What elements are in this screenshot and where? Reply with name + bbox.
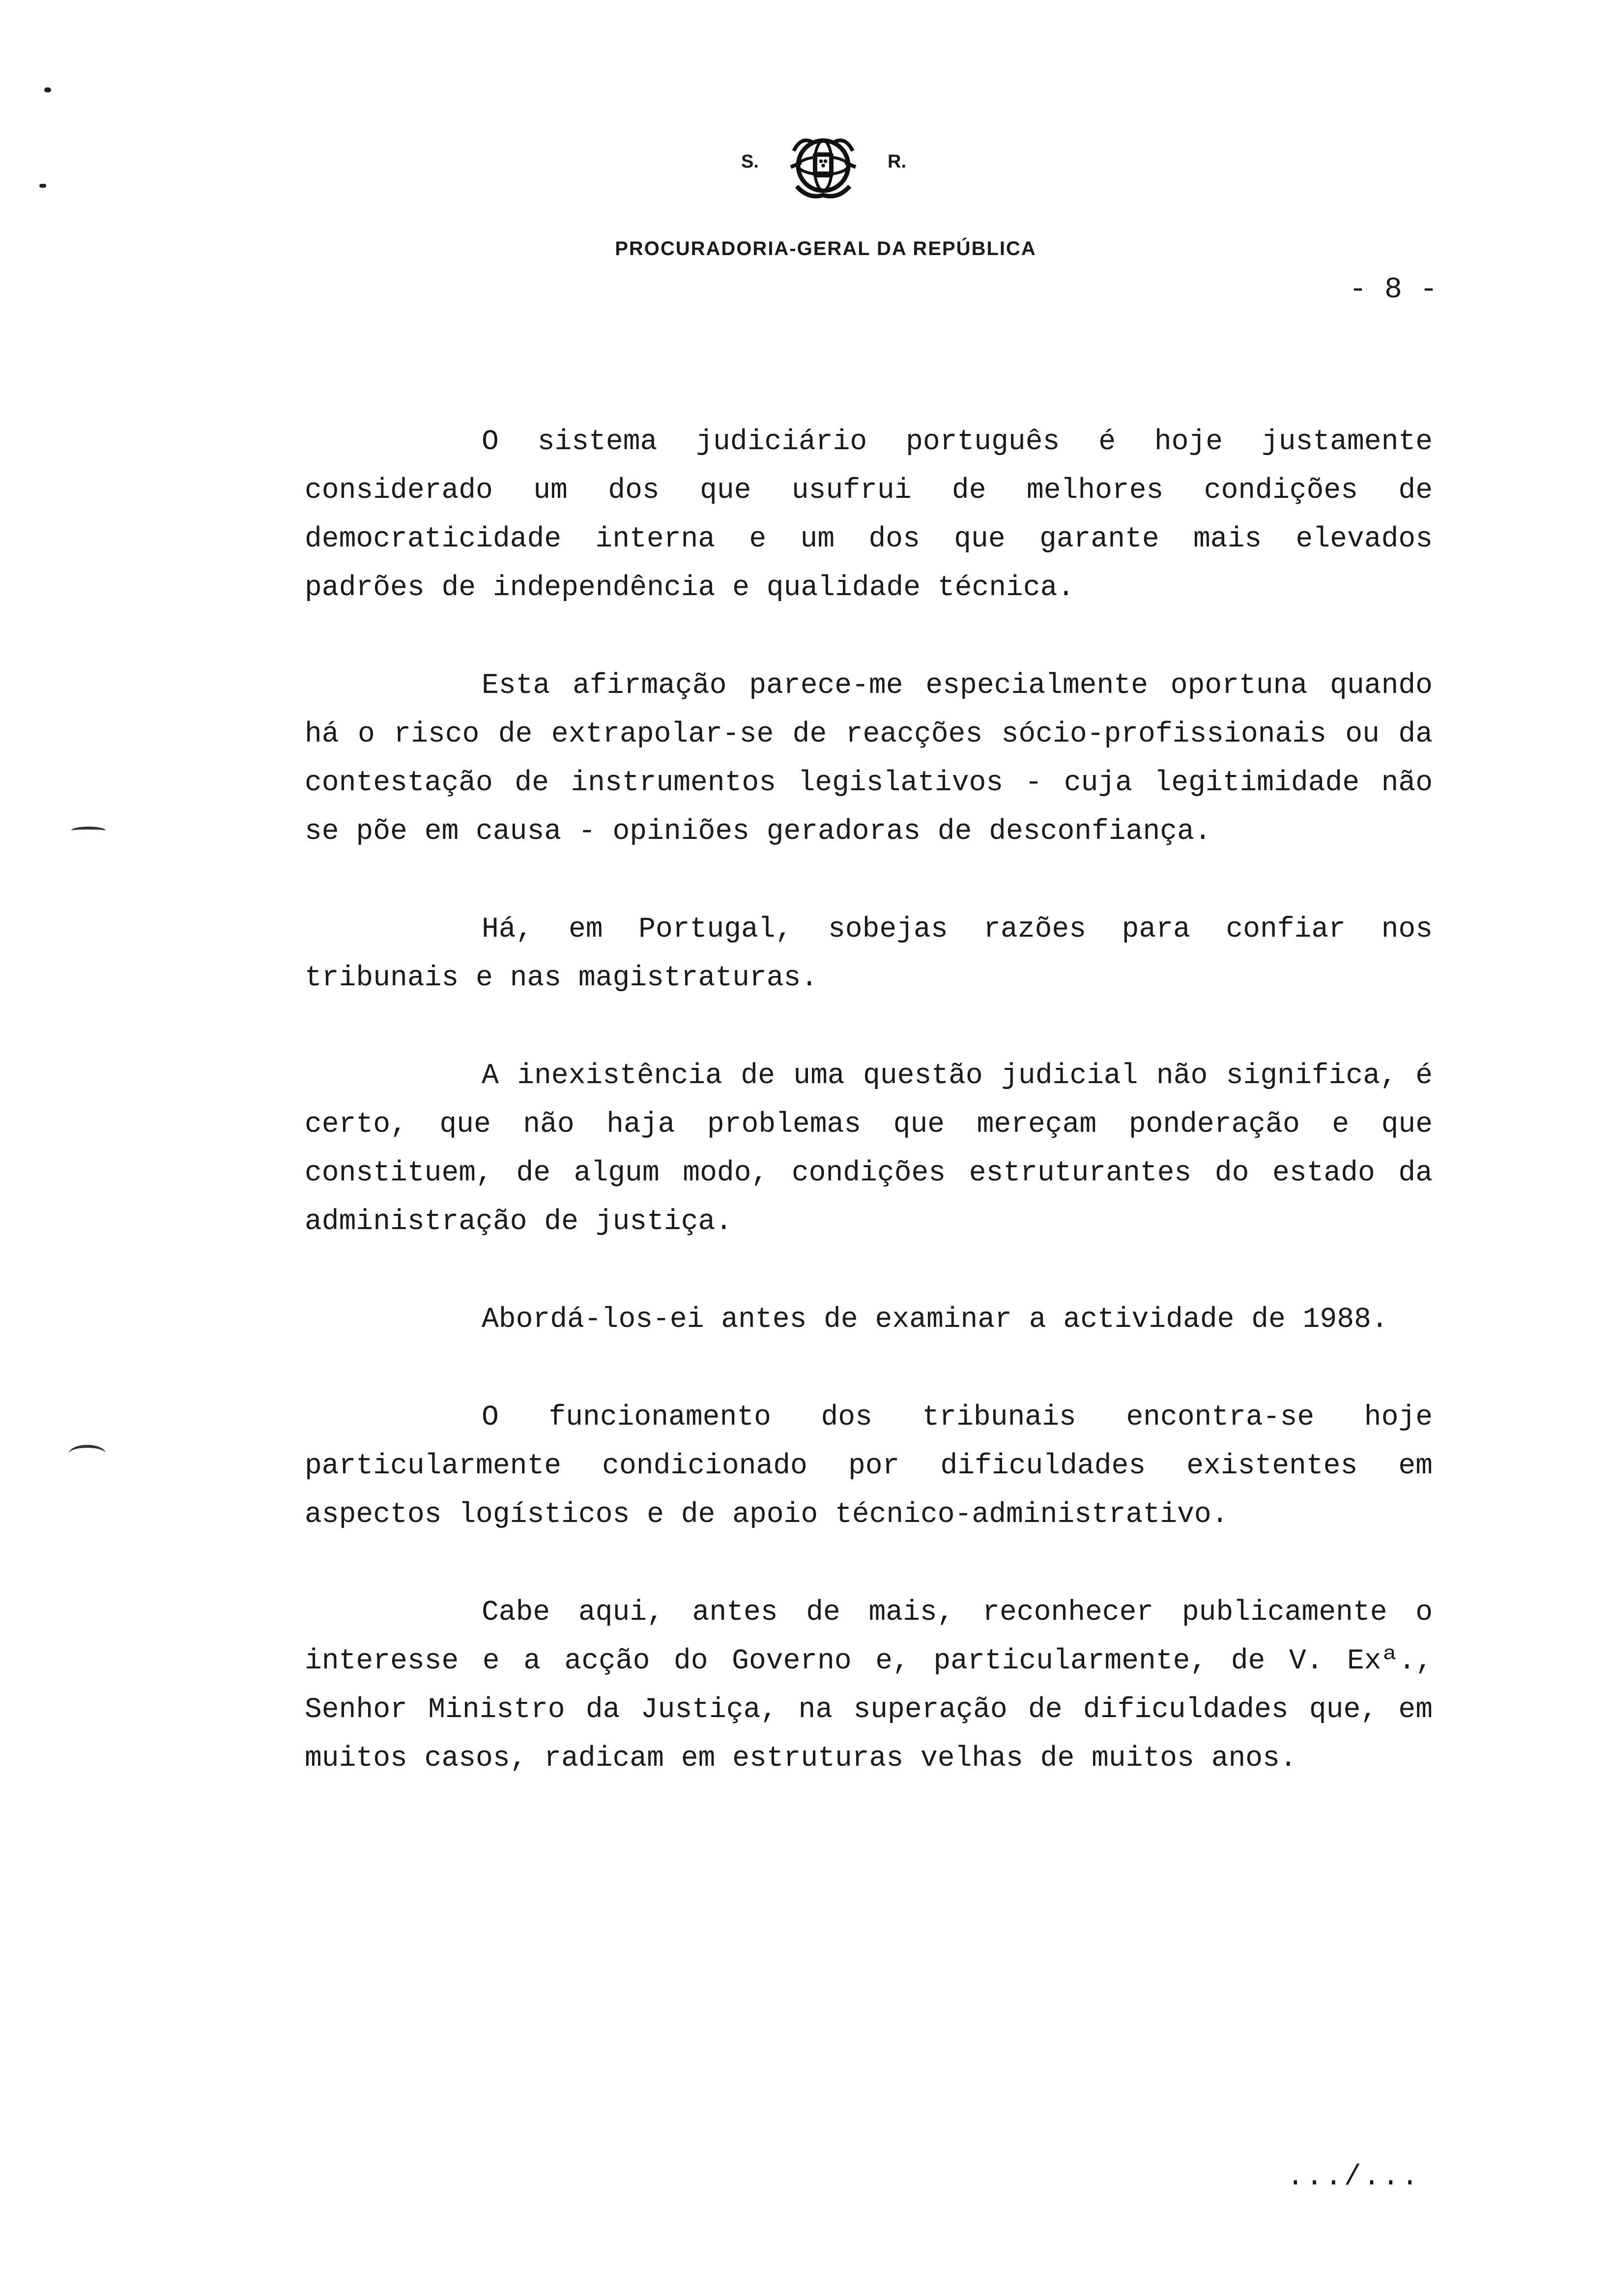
paragraph: A inexistência de uma questão judicial não significa, é certo, que não haja problemas que mereçam ponderação e que constituem, de algum modo, condições estruturantes do estado da administração de justiça. xyxy=(305,1060,1433,1238)
institution-name: PROCURADORIA-GERAL DA REPÚBLICA xyxy=(615,238,1036,259)
paragraph: O sistema judiciário português é hoje justamente considerado um dos que usufrui de melhores condições de democraticidade interna e um dos que garante mais elevados padrões de independência e qualidade técnica. xyxy=(305,426,1433,604)
page-number: - 8 - xyxy=(1349,273,1438,307)
scan-mark xyxy=(44,87,51,92)
paragraph: Cabe aqui, antes de mais, reconhecer publicamente o interesse e a acção do Governo e, particularmente, de V. Exª., Senhor Ministro da Justiça, na superação de dificuldades que, em muitos casos, radicam em estruturas velhas de muitos anos. xyxy=(305,1597,1433,1775)
coat-of-arms-icon xyxy=(786,129,860,202)
scan-mark xyxy=(71,827,106,834)
letterhead xyxy=(0,129,1612,207)
paragraph: Há, em Portugal, sobejas razões para confiar nos tribunais e nas magistraturas. xyxy=(305,914,1433,994)
paragraph: Abordá-los-ei antes de examinar a actividade de 1988. xyxy=(482,1304,1388,1336)
paragraph: Esta afirmação parece-me especialmente oportuna quando há o risco de extrapolar-se de reacções sócio-profissionais ou da contestação de instrumentos legislativos - cuja legitimidade não se põe em causa - opiniões geradoras de desconfiança. xyxy=(305,670,1433,848)
continuation-mark: .../... xyxy=(1287,2161,1420,2193)
scan-mark xyxy=(69,1445,106,1463)
letterhead-right-initial: R. xyxy=(888,151,906,172)
document-body xyxy=(305,418,1433,1832)
paragraph: O funcionamento dos tribunais encontra-se hoje particularmente condicionado por dificuldades existentes em aspectos logísticos e de apoio técnico-administrativo. xyxy=(305,1402,1433,1531)
letterhead-left-initial: S. xyxy=(741,151,759,172)
